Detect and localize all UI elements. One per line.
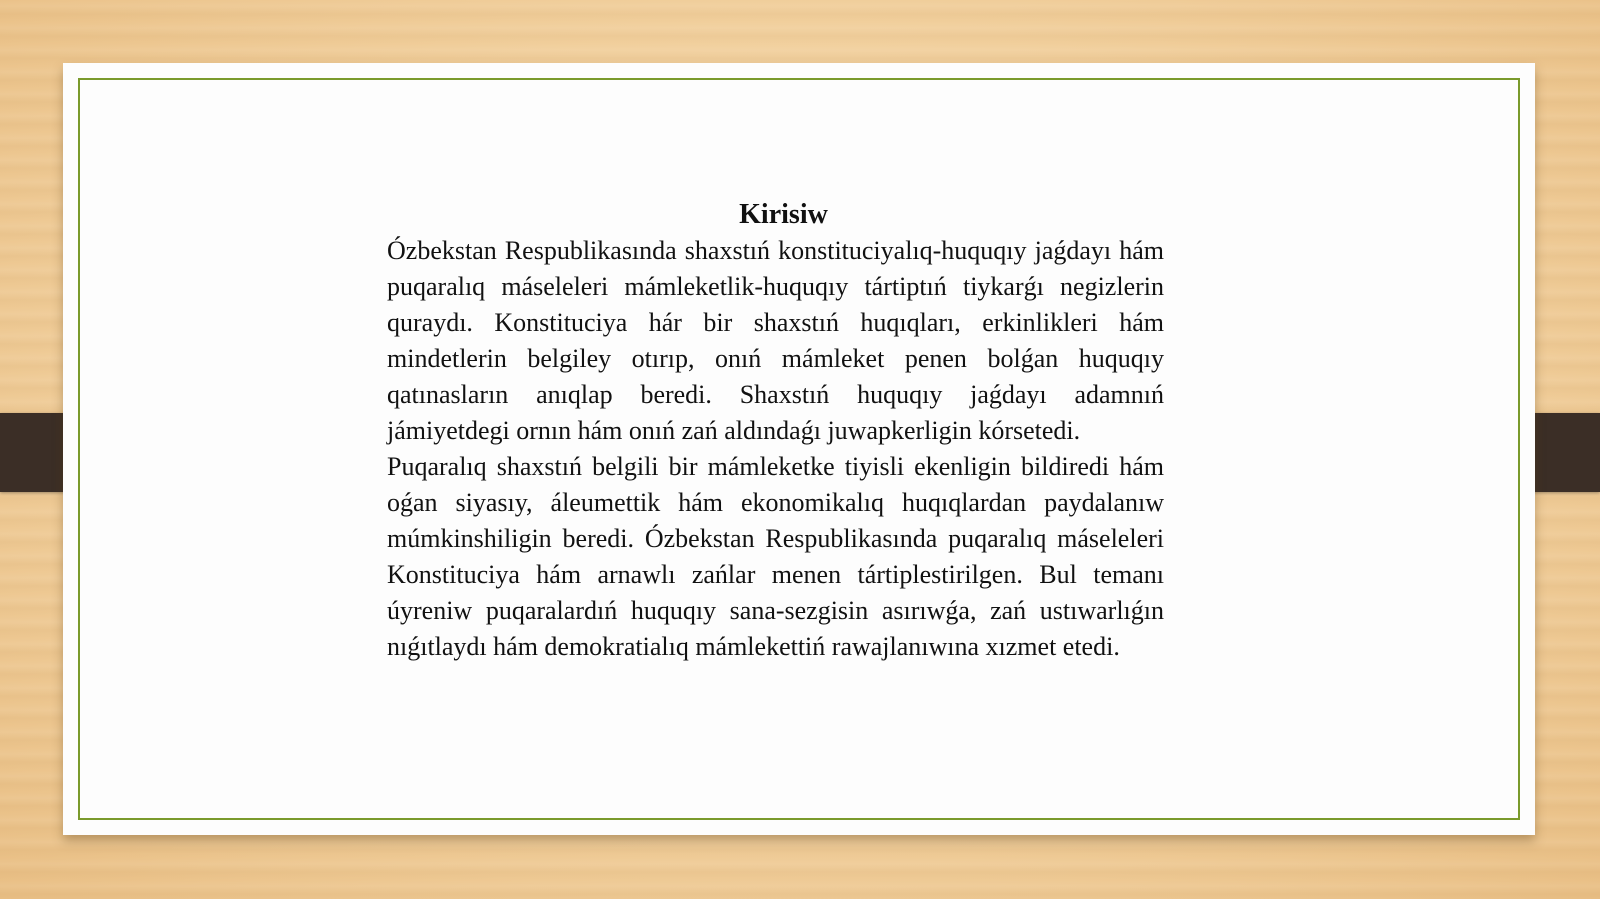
document-text-block (387, 197, 1164, 665)
paragraph-1: Ózbekstan Respublikasında shaxstıń konstituciyalıq-huquqıy jaǵdayı hám puqaralıq máseleleri mámleketlik-huquqıy tártiptıń tiykarǵı negizlerin quraydı. Konstituciya hár bir shaxstıń huqıqları, erkinlikleri hám mindetlerin belgiley otırıp, onıń mámleket penen bolǵan huquqıy qatınasların anıqlap beredi. Shaxstıń huquqıy jaǵdayı adamnıń jámiyetdegi ornın hám onıń zań aldındaǵı juwapkerligin kórsetedi. (387, 236, 1164, 445)
document-title: Kirisiw (739, 199, 828, 230)
paragraph-2: Puqaralıq shaxstıń belgili bir mámleketke tiyisli ekenligin bildiredi hám oǵan siyasıy, áleumettik hám ekonomikalıq huqıqlardan paydalanıw múmkinshiligin beredi. Ózbekstan Respublikasında puqaralıq máseleleri Konstituciya hám arnawlı zańlar menen tártiplestirilgen. Bul temanı úyreniw puqaralardıń huquqıy sana-sezgisin asırıwǵa, zań ustıwarlıǵın nıǵıtlaydı hám demokratialıq mámlekettiń rawajlanıwına xızmet etedi. (387, 452, 1164, 661)
